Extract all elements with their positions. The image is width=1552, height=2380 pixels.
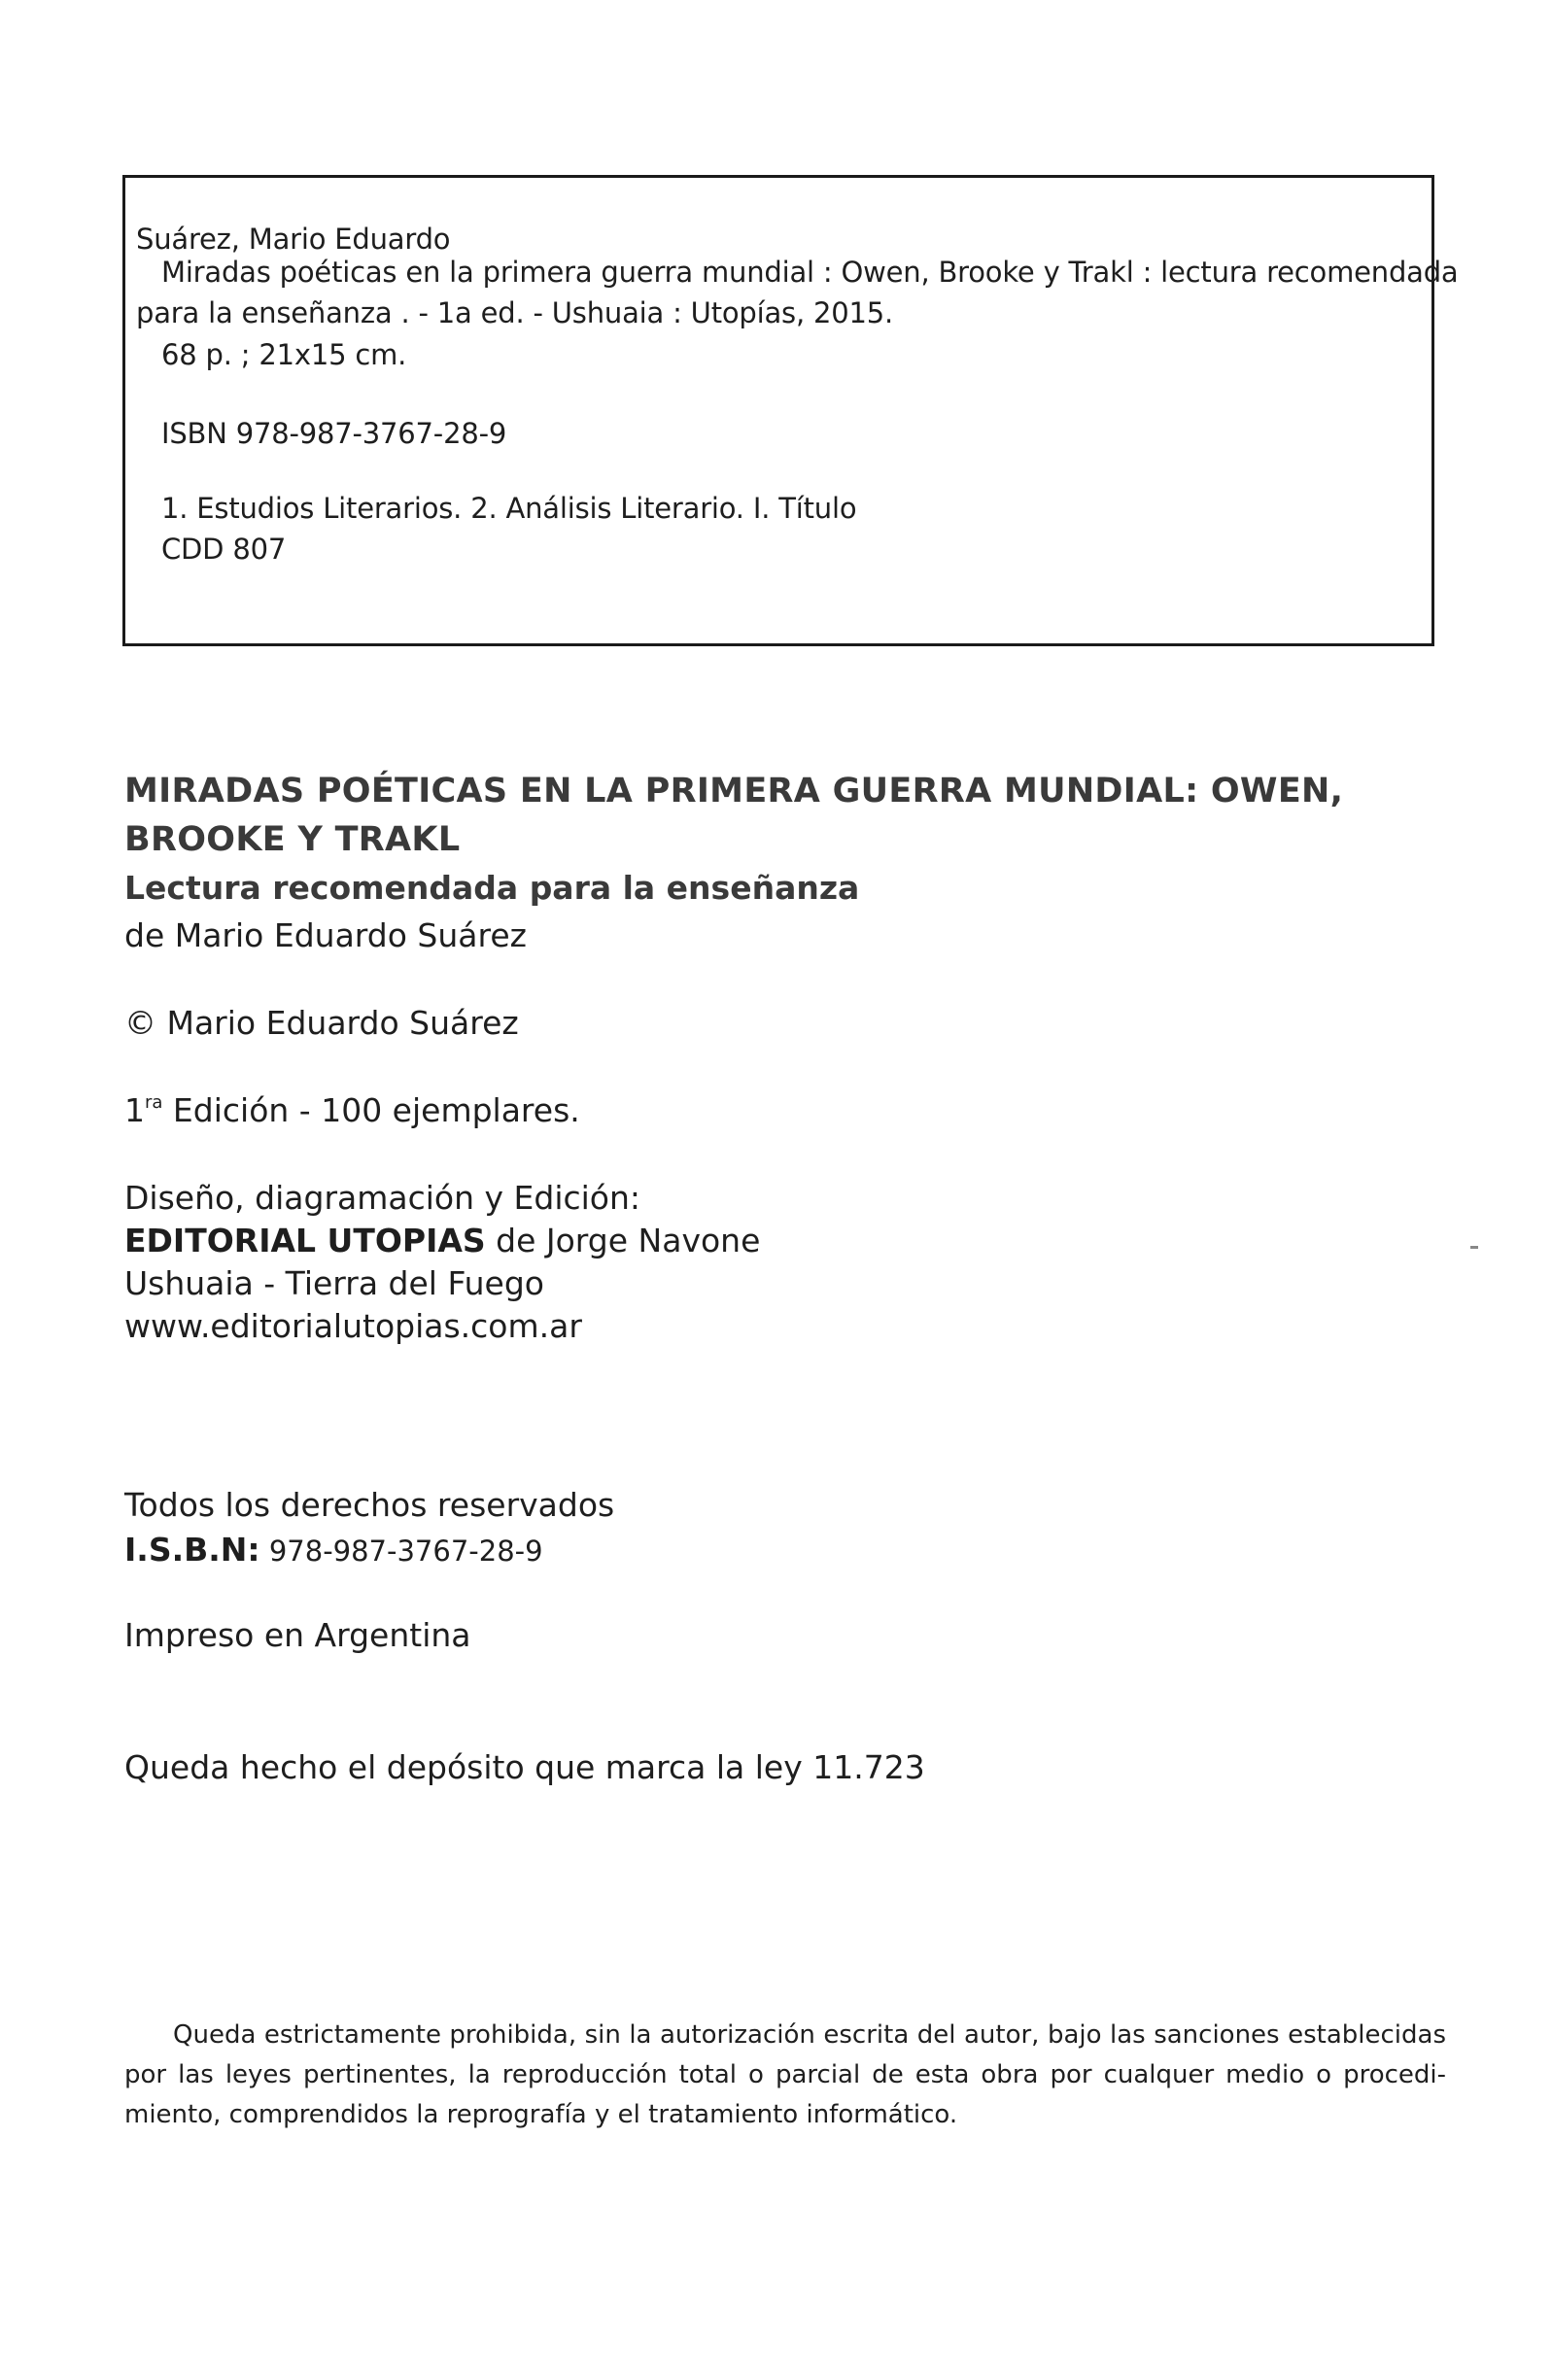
catalog-cdd: CDD 807 <box>161 533 287 566</box>
scan-mark <box>1470 1246 1478 1249</box>
publisher-location: Ushuaia - Tierra del Fuego <box>124 1264 544 1302</box>
isbn-value: 978-987-3767-28-9 <box>259 1535 543 1568</box>
rights-reserved: Todos los derechos reservados <box>124 1486 615 1524</box>
edition-number: 1 <box>124 1091 145 1129</box>
publisher-website: www.editorialutopias.com.ar <box>124 1307 582 1345</box>
edition-line <box>124 1088 580 1133</box>
printed-in: Impreso en Argentina <box>124 1616 471 1654</box>
catalog-physical-description: 68 p. ; 21x15 cm. <box>161 338 407 371</box>
copyright-line: © Mario Eduardo Suárez <box>124 1004 519 1042</box>
book-byline: de Mario Eduardo Suárez <box>124 916 527 954</box>
book-subtitle: Lectura recomendada para la enseñanza <box>124 869 860 907</box>
catalog-subjects: 1. Estudios Literarios. 2. Análisis Literario. I. Título <box>161 492 857 525</box>
catalog-author: Suárez, Mario Eduardo <box>136 223 451 256</box>
edition-text: Edición - 100 ejemplares. <box>162 1091 580 1129</box>
legal-notice: Queda estrictamente prohibida, sin la autorización escrita del autor, bajo las sanciones establecidas por las leyes pertinentes, la reproducción total o parcial de esta obra por cualquer medio o procedi-miento, comprendidos la reprografía y el tratamiento informático. <box>124 2020 1446 2129</box>
isbn-label: I.S.B.N: <box>124 1531 260 1569</box>
publisher-label: Diseño, diagramación y Edición: <box>124 1179 641 1217</box>
isbn-line <box>124 1528 543 1573</box>
catalog-isbn: ISBN 978-987-3767-28-9 <box>161 417 507 450</box>
catalog-title-line1: Miradas poéticas en la primera guerra mundial : Owen, Brooke y Trakl : lectura recomendada <box>161 256 1459 289</box>
book-title-line1: MIRADAS POÉTICAS EN LA PRIMERA GUERRA MUNDIAL: OWEN, <box>124 772 1344 811</box>
edition-ordinal-suffix: ra <box>145 1092 163 1113</box>
publisher-name: EDITORIAL UTOPIAS <box>124 1222 486 1259</box>
publisher-name-line <box>124 1219 760 1263</box>
publisher-owner: de Jorge Navone <box>485 1222 761 1259</box>
legal-deposit: Queda hecho el depósito que marca la ley 11.723 <box>124 1748 925 1786</box>
book-title-line2: BROOKE Y TRAKL <box>124 820 461 859</box>
catalog-title-line2: para la enseñanza . - 1a ed. - Ushuaia : Utopías, 2015. <box>136 296 894 329</box>
